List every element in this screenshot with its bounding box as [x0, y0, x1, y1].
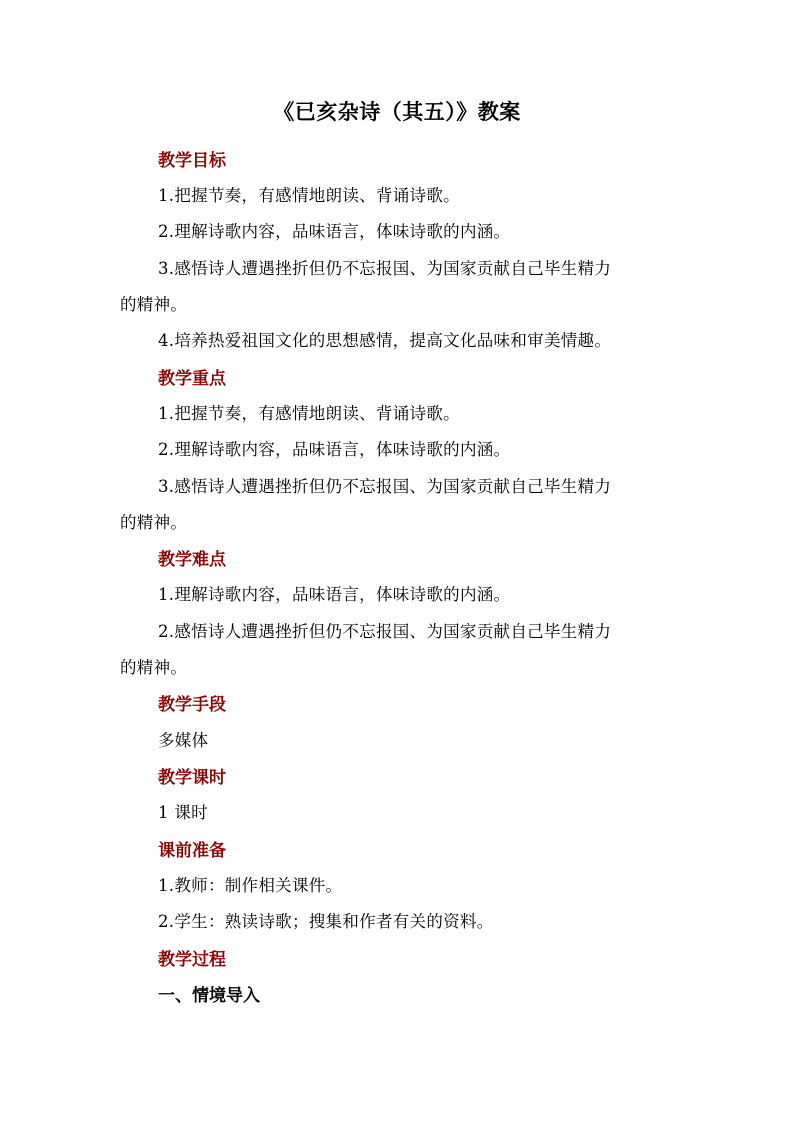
section-heading-key-points: 教学重点 — [158, 369, 226, 389]
goal-item-3-continued: 的精神。 — [120, 295, 188, 314]
section-heading-difficulties: 教学难点 — [158, 550, 226, 570]
difficulty-item-2-continued: 的精神。 — [120, 658, 188, 677]
hours-item-1: 1 课时 — [158, 803, 208, 822]
section-heading-hours: 教学课时 — [158, 768, 226, 788]
goal-item-2: 2.理解诗歌内容，品味语言，体味诗歌的内涵。 — [158, 222, 511, 241]
difficulty-item-2: 2.感悟诗人遭遇挫折但仍不忘报国、为国家贡献自己毕生精力 — [158, 622, 612, 641]
key-point-item-3: 3.感悟诗人遭遇挫折但仍不忘报国、为国家贡献自己毕生精力 — [158, 477, 612, 496]
document-title: 《已亥杂诗（其五）》教案 — [273, 99, 521, 124]
section-heading-prep: 课前准备 — [158, 841, 226, 861]
section-heading-process: 教学过程 — [158, 950, 226, 970]
section-heading-means: 教学手段 — [158, 695, 226, 715]
process-subheading: 一、情境导入 — [158, 986, 260, 1006]
key-point-item-2: 2.理解诗歌内容，品味语言，体味诗歌的内涵。 — [158, 440, 511, 459]
means-item-1: 多媒体 — [158, 731, 209, 750]
key-point-item-3-continued: 的精神。 — [120, 513, 188, 532]
prep-item-2: 2.学生：熟读诗歌；搜集和作者有关的资料。 — [158, 912, 494, 931]
goal-item-1: 1.把握节奏，有感情地朗读、背诵诗歌。 — [158, 186, 460, 205]
key-point-item-1: 1.把握节奏，有感情地朗读、背诵诗歌。 — [158, 404, 460, 423]
goal-item-3: 3.感悟诗人遭遇挫折但仍不忘报国、为国家贡献自己毕生精力 — [158, 259, 612, 278]
difficulty-item-1: 1.理解诗歌内容，品味语言，体味诗歌的内涵。 — [158, 585, 511, 604]
section-heading-goals: 教学目标 — [158, 151, 226, 171]
prep-item-1: 1.教师：制作相关课件。 — [158, 876, 343, 895]
goal-item-4: 4.培养热爱祖国文化的思想感情，提高文化品味和审美情趣。 — [158, 331, 612, 350]
